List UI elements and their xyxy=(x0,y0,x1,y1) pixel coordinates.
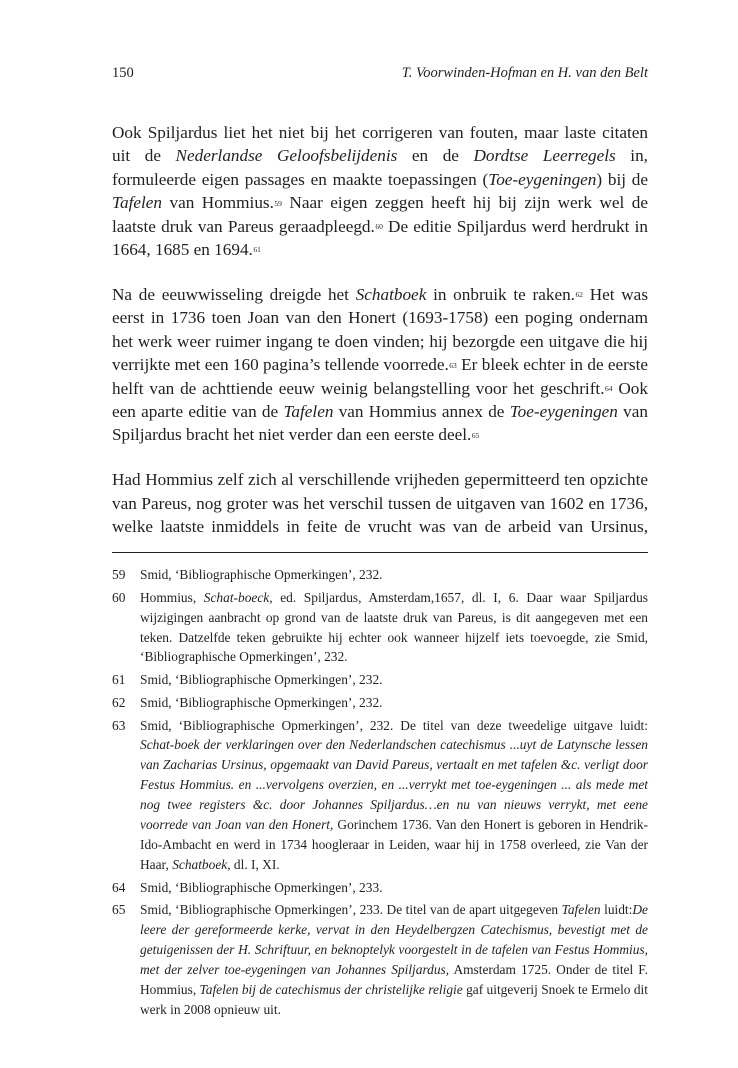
footnote-59 xyxy=(112,565,648,585)
footnote-ref-64[interactable]: 64 xyxy=(605,383,613,393)
footnote-ref-59[interactable]: 59 xyxy=(274,198,282,208)
footnote-62 xyxy=(112,693,648,713)
footnote-text: Hommius, Schat-boeck, ed. Spiljardus, Amsterdam,1657, dl. I, 6. Daar waar Spiljardus wijzigingen aanbracht op grond van de laatste druk van Pareus, is dit aangegeven met een teken. Datzelfde teken gebruikte hij echter ook wanneer hijzelf iets toevoegde, zie Smid, ‘Bibliographische Opmerkingen’, 232. xyxy=(140,589,648,665)
footnote-ref-65[interactable]: 65 xyxy=(471,430,480,440)
footnote-63 xyxy=(112,716,648,875)
footnote-number: 61 xyxy=(112,672,126,688)
footnote-divider xyxy=(112,552,648,553)
footnote-ref-62[interactable]: 62 xyxy=(575,290,583,300)
running-title: T. Voorwinden-Hofman en H. van den Belt xyxy=(401,65,648,81)
footnote-ref-61[interactable]: 61 xyxy=(253,245,261,255)
page-number: 150 xyxy=(112,65,134,81)
footnote-number: 60 xyxy=(112,589,126,605)
footnote-ref-60[interactable]: 60 xyxy=(375,222,383,231)
footnote-65 xyxy=(112,900,648,1019)
footnote-64 xyxy=(112,878,648,898)
footnote-number: 65 xyxy=(112,902,126,918)
footnote-text: Smid, ‘Bibliographische Opmerkingen’, 233. De titel van de apart uitgegeven Tafelen luidt:De leere der gereformeerde kerke, vervat in den Heydelbergzen Catechismus, bevestigt met de getuigenissen der H. Schriftuur, en beknoptelyk voorgestelt in de tafelen van Festus Hommius, met der zelver toe-eygeningen van Johannes Spiljardus, Amsterdam 1725. Onder de titel F. Hommius, Tafelen bij de catechismus der christelijke religie gaf uitgeverij Snoek te Ermelo dit werk in 2008 opnieuw uit. xyxy=(140,902,649,1017)
footnote-text: Smid, ‘Bibliographische Opmerkingen’, 232. xyxy=(140,567,383,582)
footnotes xyxy=(112,565,648,1023)
paragraph-3: Had Hommius zelf zich al verschillende vrijheden gepermitteerd ten opzichte van Pareus, nog groter was het verschil tussen de uitgaven van 1602 en 1736, welke laatste inmiddels in feite de vrucht was van de arbeid van Ursinus, xyxy=(112,470,648,537)
footnote-number: 63 xyxy=(112,717,126,733)
page-header xyxy=(112,64,648,82)
footnote-text: Smid, ‘Bibliographische Opmerkingen’, 232. xyxy=(140,694,383,710)
footnote-text: Smid, ‘Bibliographische Opmerkingen’, 232. De titel van deze tweedelige uitgave luidt: Schat-boek der verklaringen over den Nederlandschen catechismus ...uyt de Latynsche lessen van Zacharias Ursinus, opgemaakt van David Pareus, vertaalt en met tafelen &c. verligt door Festus Hommius. en ...vervolgens overzien, en ...verrykt met toe-eygeningen ... als mede met nog twee registers &c. door Johannes Spiljardus…en nu van nieuws verrykt, met eene voorrede van Joan van den Honert, Gorinchem 1736. Van den Honert is geboren in Hendrik-Ido-Ambacht en werd in 1734 hoogleraar in Leiden, waar hij in 1758 overleed, zie Van der Haar, Schatboek, dl. I, XI. xyxy=(140,717,648,872)
paragraph-2: Na de eeuwwisseling dreigde het Schatboek in onbruik te raken.$^{62}$ Het was eerst in 1736 toen Joan van den Honert (1693-1758) een poging ondernam het werk weer ruimer ingang te doen vinden; hij bezorgde een uitgave die hij verrijkte met een 160 pagina’s tellende voorrede.$^{63}$ Er bleek echter in de eerste helft van de achttiende eeuw weinig belangstelling voor het geschrift.$^{64}$ Ook een aparte editie van de Tafelen van Hommius annex de Toe-eygeningen van Spiljardus bracht het niet verder dan een eerste deel.$^{65}$ xyxy=(112,284,649,445)
footnote-text: Smid, ‘Bibliographische Opmerkingen’, 233. xyxy=(140,879,383,895)
footnote-61 xyxy=(112,670,648,690)
footnote-number: 59 xyxy=(112,567,126,582)
footnote-number: 64 xyxy=(112,879,126,895)
footnote-text: Smid, ‘Bibliographische Opmerkingen’, 232. xyxy=(140,672,383,688)
paragraph-1: Ook Spiljardus liet het niet bij het corrigeren van fouten, maar laste citaten uit de Nederlandse Geloofsbelijdenis en de Dordtse Leerregels in, formuleerde eigen passages en maakte toepassingen (Toe-eygeningen) bij de Tafelen van Hommius.$^{59}$ Naar eigen zeggen heeft hij bij zijn werk wel de laatste druk van Pareus geraadpleegd.$^{60}$ De editie Spiljardus werd herdrukt in 1664, 1685 en 1694.61 xyxy=(112,123,649,260)
footnote-60 xyxy=(112,588,648,668)
body-text xyxy=(112,121,648,560)
footnote-ref-63[interactable]: 63 xyxy=(449,360,457,370)
footnote-number: 62 xyxy=(112,694,126,710)
